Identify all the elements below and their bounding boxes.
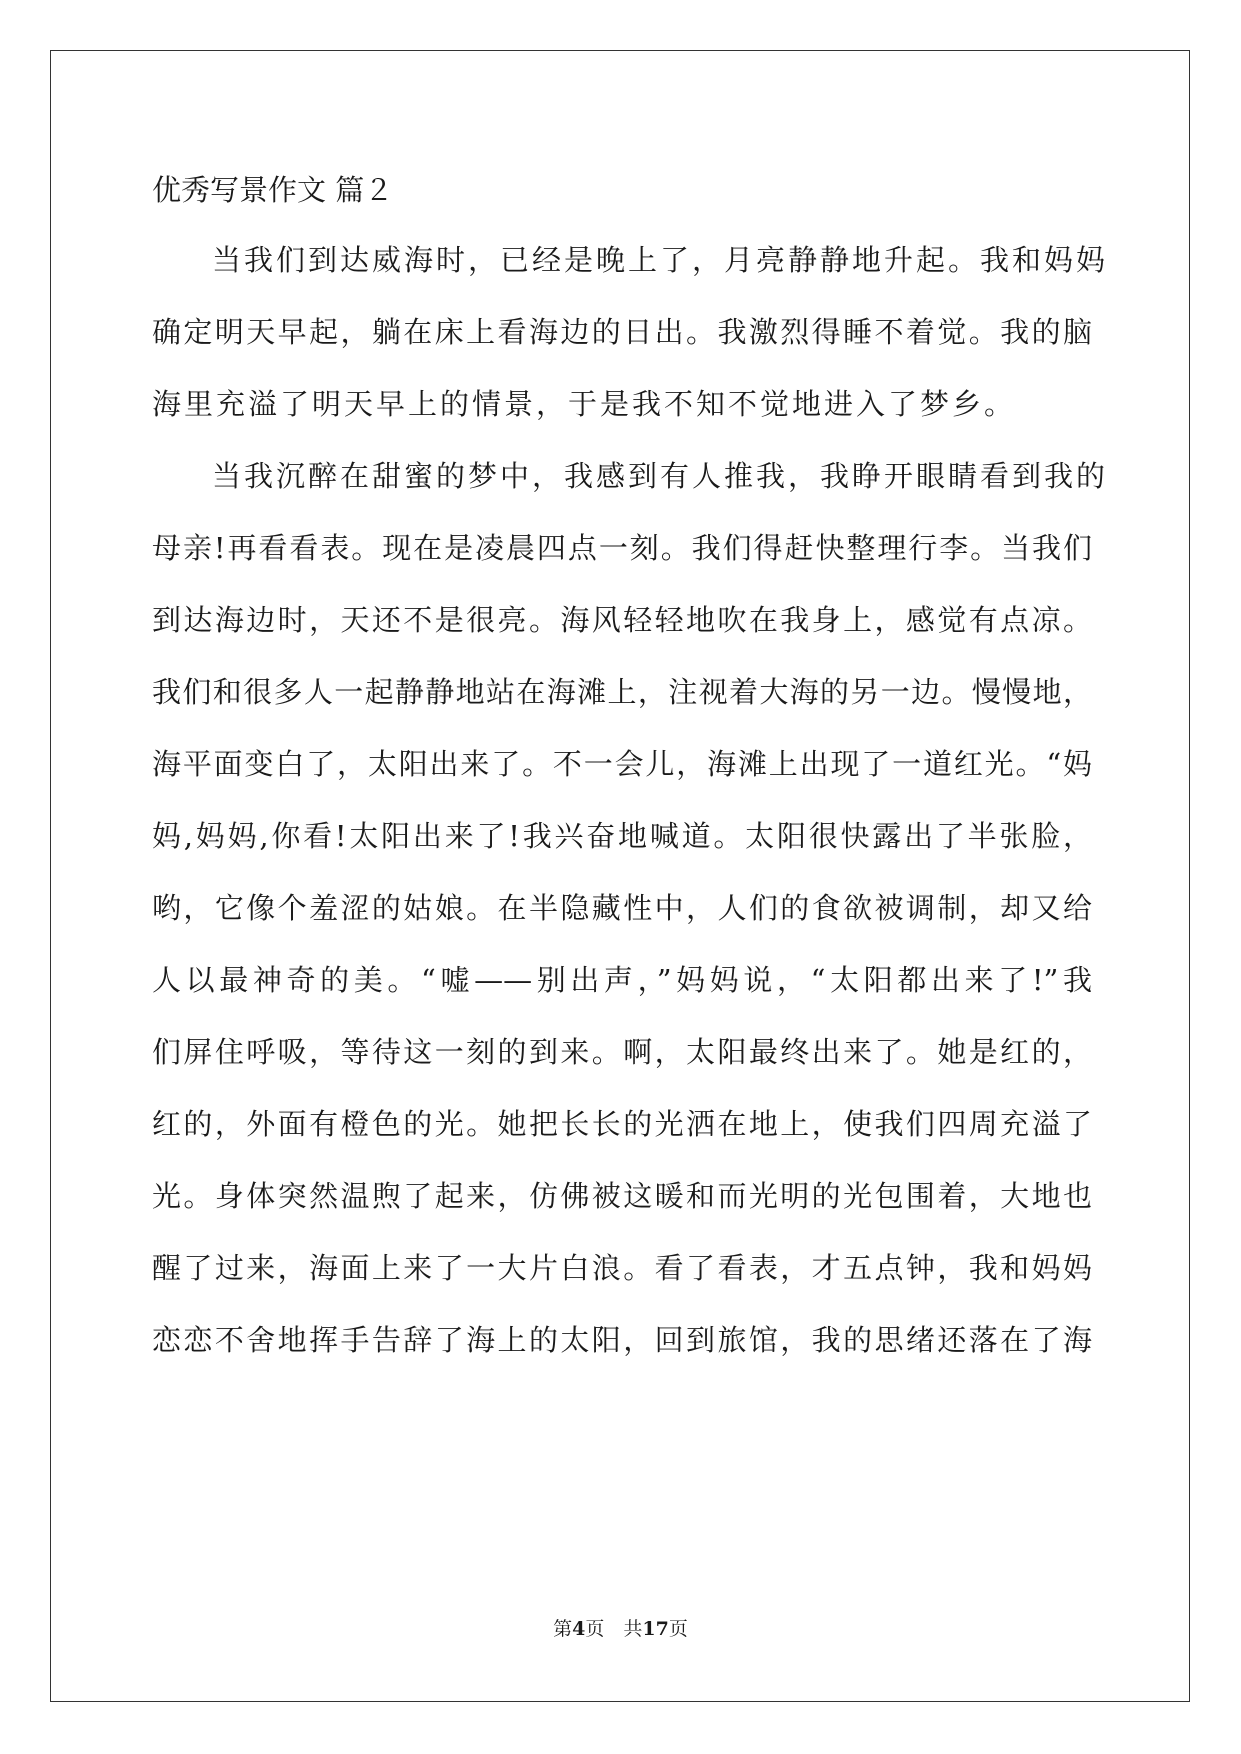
text-line-16: 恋恋不舍地挥手告辞了海上的太阳，回到旅馆，我的思绪还落在了海	[152, 1323, 1092, 1357]
footer-middle: 页 共	[585, 1618, 643, 1640]
text-line-15: 醒了过来，海面上来了一大片白浪。看了看表，才五点钟，我和妈妈	[152, 1251, 1092, 1285]
page-border	[50, 50, 1190, 1702]
text-line-5: 母亲!再看看表。现在是凌晨四点一刻。我们得赶快整理行李。当我们	[152, 531, 1092, 565]
text-line-1: 当我们到达威海时，已经是晚上了，月亮静静地升起。我和妈妈	[212, 243, 1109, 277]
document-heading: 优秀写景作文 篇２	[152, 173, 394, 207]
text-line-7: 我们和很多人一起静静地站在海滩上，注视着大海的另一边。慢慢地，	[152, 675, 1092, 709]
text-line-6: 到达海边时，天还不是很亮。海风轻轻地吹在我身上，感觉有点凉。	[152, 603, 1092, 637]
text-line-4: 当我沉醉在甜蜜的梦中，我感到有人推我，我睁开眼睛看到我的	[212, 459, 1109, 493]
text-line-3: 海里充溢了明天早上的情景，于是我不知不觉地进入了梦乡。	[152, 387, 1017, 421]
footer-prefix: 第	[553, 1618, 573, 1640]
text-line-9: 妈,妈妈,你看!太阳出来了!我兴奋地喊道。太阳很快露出了半张脸，	[152, 819, 1092, 853]
text-line-2: 确定明天早起，躺在床上看海边的日出。我激烈得睡不着觉。我的脑	[152, 315, 1092, 349]
footer-page-number: 4	[572, 1618, 586, 1640]
text-line-13: 红的，外面有橙色的光。她把长长的光洒在地上，使我们四周充溢了	[152, 1107, 1092, 1141]
footer-total-pages: 17	[642, 1618, 669, 1640]
text-line-14: 光。身体突然温煦了起来，仿佛被这暖和而光明的光包围着，大地也	[152, 1179, 1092, 1213]
page-footer	[0, 1616, 1241, 1642]
text-line-11: 人以最神奇的美。“嘘——别出声，”妈妈说，“太阳都出来了!”我	[152, 963, 1092, 997]
text-line-10: 哟，它像个羞涩的姑娘。在半隐藏性中，人们的食欲被调制，却又给	[152, 891, 1092, 925]
text-line-12: 们屏住呼吸，等待这一刻的到来。啊，太阳最终出来了。她是红的，	[152, 1035, 1092, 1069]
footer-suffix: 页	[668, 1618, 688, 1640]
text-line-8: 海平面变白了，太阳出来了。不一会儿，海滩上出现了一道红光。“妈	[152, 747, 1092, 781]
